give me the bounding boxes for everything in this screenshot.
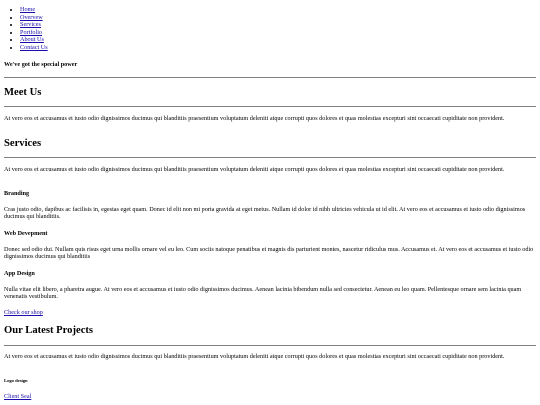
services-heading: Services — [4, 138, 42, 149]
page — [4, 6, 536, 52]
project-link-block — [4, 393, 536, 400]
meet-us-text-block — [4, 115, 536, 122]
services-section — [4, 138, 536, 150]
service-app — [4, 270, 536, 277]
service-branding — [4, 190, 536, 197]
tagline: We've got the special power — [4, 61, 78, 68]
project-item — [4, 377, 536, 384]
projects-text: At vero eos et accusamus et iusto odio dignissimos ducimus qui blanditiis praesentium voluptatum deleniti atque corrupti quos dolores et quas molestias excepturi sint occaecati cupiditate non provident. — [4, 353, 505, 360]
nav-item-contact — [20, 44, 536, 52]
meet-us-heading: Meet Us — [4, 87, 42, 98]
nav-link-contact[interactable]: Contact Us — [20, 43, 48, 51]
meet-us-divider — [4, 77, 536, 78]
project-title: Logo design — [4, 378, 28, 383]
nav-link-portfolio[interactable]: Portfolio — [20, 28, 43, 36]
projects-text-block — [4, 353, 536, 360]
projects-section — [4, 325, 536, 337]
client-seal-link[interactable]: Client Seal — [4, 393, 32, 400]
projects-heading: Our Latest Projects — [4, 325, 94, 336]
meet-us-section — [4, 87, 536, 99]
services-divider — [4, 157, 536, 158]
service-title: App Design — [4, 270, 35, 277]
service-web — [4, 230, 536, 237]
services-intro-block — [4, 166, 536, 173]
projects-divider — [4, 345, 536, 346]
service-app-body — [4, 286, 536, 300]
nav-link-overview[interactable]: Overvew — [20, 13, 43, 21]
nav-item-about — [20, 36, 536, 44]
nav-link-services[interactable]: Services — [20, 21, 41, 29]
service-title: Branding — [4, 190, 30, 197]
nav-item-portfolio — [20, 29, 536, 37]
service-web-body — [4, 246, 536, 260]
nav-list — [4, 6, 536, 52]
nav-link-home[interactable]: Home — [20, 6, 36, 13]
check-shop-link[interactable]: Check our shop — [4, 309, 43, 316]
nav-item-overview — [20, 14, 536, 22]
service-text: Donec sed odio dui. Nullam quis risus eget urna mollis ornare vel eu leo. Cum sociis natoque penatibus et magnis dis parturient montes, nascetur ridiculus mus. Accusamus et. At vero eos et accusamus et iusto odio dignissimos ducimus qui blanditiis — [4, 246, 534, 261]
nav-item-home — [20, 6, 536, 14]
service-title: Web Devepment — [4, 230, 48, 237]
meet-us-divider-2 — [4, 106, 536, 107]
service-text: Cras justo odio, dapibus ac facilisis in, egestas eget quam. Donec id elit non mi porta gravida at eget metus. Nullam id dolor id nibh ultricies vehicula ut id elit. At vero eos et accusamus et iusto odio dignissimos ducimus qui blanditiis. — [4, 206, 526, 221]
nav-link-about[interactable]: About Us — [20, 36, 44, 44]
nav-item-services — [20, 21, 536, 29]
services-text: At vero eos et accusamus et iusto odio dignissimos ducimus qui blanditiis praesentium voluptatum deleniti atque corrupti quos dolores et quas molestias excepturi sint occaecati cupiditate non provident. — [4, 166, 505, 173]
service-branding-body — [4, 206, 536, 220]
meet-us-text: At vero eos et accusamus et iusto odio dignissimos ducimus qui blanditiis praesentium voluptatum deleniti atque corrupti quos dolores et quas molestias excepturi sint occaecati cupiditate non provident. — [4, 115, 505, 122]
shop-link-block — [4, 309, 536, 316]
service-text: Nulla vitae elit libero, a pharetra augue. At vero eos et accusamus et iusto odio dignissimos ducimus. Aenean lacinia bibendum nulla sed consectetur. Aenean eu leo quam. Pellentesque ornare sem lacinia quam venenatis vestibulum. — [4, 286, 522, 301]
